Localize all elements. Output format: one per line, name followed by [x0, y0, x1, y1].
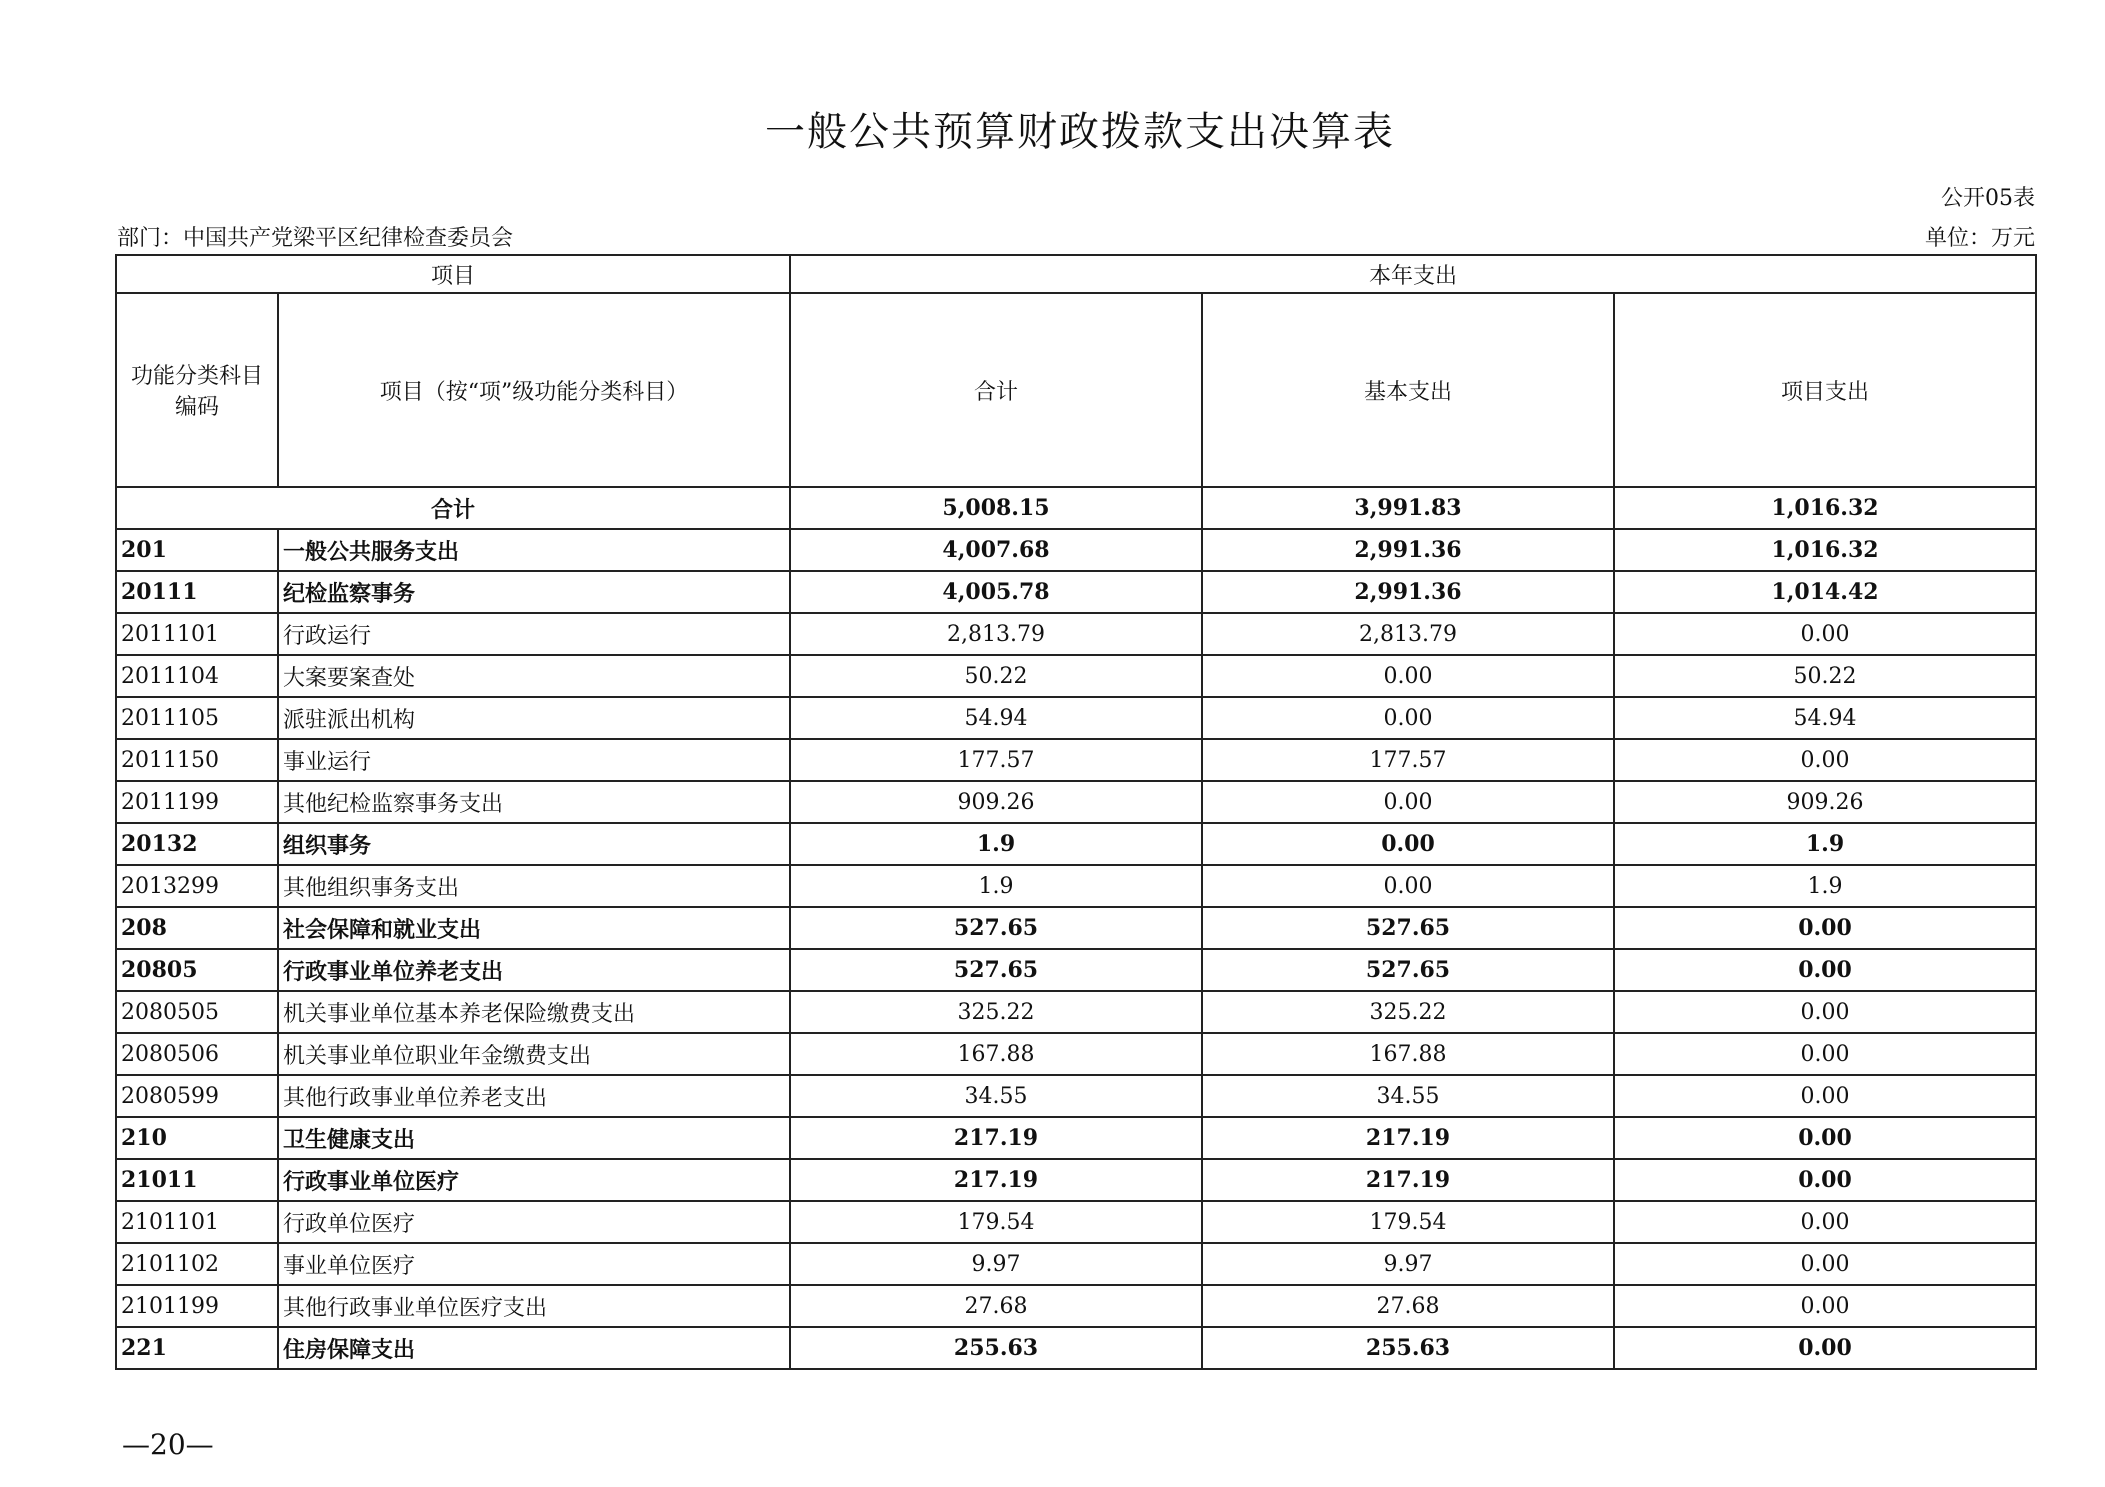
- row-project: 0.00: [1614, 1327, 2036, 1369]
- total-project: 1,016.32: [1614, 487, 2036, 529]
- table-row: [116, 1327, 2036, 1369]
- row-basic: 167.88: [1202, 1033, 1614, 1075]
- row-basic: 177.57: [1202, 739, 1614, 781]
- row-basic: 0.00: [1202, 823, 1614, 865]
- row-project: 0.00: [1614, 1033, 2036, 1075]
- table-row: [116, 529, 2036, 571]
- table-row: [116, 991, 2036, 1033]
- row-name: 一般公共服务支出: [278, 529, 790, 571]
- header-row-1: [116, 255, 2036, 293]
- row-total: 27.68: [790, 1285, 1202, 1327]
- row-total: 9.97: [790, 1243, 1202, 1285]
- row-code: 20132: [116, 823, 278, 865]
- table-row: [116, 1243, 2036, 1285]
- row-basic: 179.54: [1202, 1201, 1614, 1243]
- total-row: [116, 487, 2036, 529]
- row-code: 2080505: [116, 991, 278, 1033]
- table-row: [116, 1201, 2036, 1243]
- row-code: 2011104: [116, 655, 278, 697]
- table-row: [116, 1033, 2036, 1075]
- total-total: 5,008.15: [790, 487, 1202, 529]
- page-title: 一般公共预算财政拨款支出决算表: [765, 109, 1395, 155]
- header-current-year: 本年支出: [790, 255, 2036, 293]
- row-name: 纪检监察事务: [278, 571, 790, 613]
- table-row: [116, 907, 2036, 949]
- row-code: 210: [116, 1117, 278, 1159]
- row-project: 1,014.42: [1614, 571, 2036, 613]
- table-row: [116, 739, 2036, 781]
- header-basic: 基本支出: [1202, 293, 1614, 487]
- row-basic: 34.55: [1202, 1075, 1614, 1117]
- header-project-exp: 项目支出: [1614, 293, 2036, 487]
- row-code: 20805: [116, 949, 278, 991]
- row-basic: 0.00: [1202, 697, 1614, 739]
- row-project: 50.22: [1614, 655, 2036, 697]
- table-row: [116, 1075, 2036, 1117]
- row-project: 0.00: [1614, 613, 2036, 655]
- row-name: 其他行政事业单位医疗支出: [278, 1285, 790, 1327]
- row-total: 167.88: [790, 1033, 1202, 1075]
- row-total: 255.63: [790, 1327, 1202, 1369]
- row-total: 325.22: [790, 991, 1202, 1033]
- row-basic: 325.22: [1202, 991, 1614, 1033]
- table-row: [116, 571, 2036, 613]
- row-name: 行政事业单位医疗: [278, 1159, 790, 1201]
- row-project: 0.00: [1614, 1159, 2036, 1201]
- row-basic: 2,813.79: [1202, 613, 1614, 655]
- row-total: 2,813.79: [790, 613, 1202, 655]
- header-row-2: [116, 293, 2036, 487]
- table-row: [116, 781, 2036, 823]
- row-total: 217.19: [790, 1159, 1202, 1201]
- row-basic: 0.00: [1202, 655, 1614, 697]
- row-name: 卫生健康支出: [278, 1117, 790, 1159]
- row-basic: 9.97: [1202, 1243, 1614, 1285]
- row-basic: 217.19: [1202, 1117, 1614, 1159]
- row-name: 大案要案查处: [278, 655, 790, 697]
- row-name: 行政事业单位养老支出: [278, 949, 790, 991]
- row-total: 177.57: [790, 739, 1202, 781]
- department-label: 部门：中国共产党梁平区纪律检查委员会: [117, 226, 514, 251]
- row-project: 0.00: [1614, 739, 2036, 781]
- header-project: 项目: [116, 255, 790, 293]
- row-project: 0.00: [1614, 1201, 2036, 1243]
- row-total: 4,005.78: [790, 571, 1202, 613]
- row-project: 0.00: [1614, 1117, 2036, 1159]
- row-code: 2011199: [116, 781, 278, 823]
- row-name: 其他行政事业单位养老支出: [278, 1075, 790, 1117]
- row-total: 1.9: [790, 865, 1202, 907]
- unit-label: 单位：万元: [1924, 226, 2035, 251]
- row-project: 0.00: [1614, 1075, 2036, 1117]
- total-basic: 3,991.83: [1202, 487, 1614, 529]
- row-total: 4,007.68: [790, 529, 1202, 571]
- table-row: [116, 949, 2036, 991]
- row-project: 1.9: [1614, 823, 2036, 865]
- row-total: 34.55: [790, 1075, 1202, 1117]
- row-code: 2011150: [116, 739, 278, 781]
- table-row: [116, 655, 2036, 697]
- row-basic: 527.65: [1202, 907, 1614, 949]
- row-project: 909.26: [1614, 781, 2036, 823]
- table-row: [116, 613, 2036, 655]
- row-total: 909.26: [790, 781, 1202, 823]
- row-code: 21011: [116, 1159, 278, 1201]
- row-total: 527.65: [790, 907, 1202, 949]
- row-project: 54.94: [1614, 697, 2036, 739]
- row-code: 208: [116, 907, 278, 949]
- budget-table: [115, 254, 2037, 1370]
- row-name: 机关事业单位基本养老保险缴费支出: [278, 991, 790, 1033]
- row-basic: 255.63: [1202, 1327, 1614, 1369]
- page-number: —20—: [122, 1428, 214, 1461]
- header-total: 合计: [790, 293, 1202, 487]
- row-code: 2101102: [116, 1243, 278, 1285]
- row-project: 0.00: [1614, 991, 2036, 1033]
- row-basic: 0.00: [1202, 865, 1614, 907]
- header-code: 功能分类科目编码: [116, 293, 278, 487]
- row-basic: 527.65: [1202, 949, 1614, 991]
- row-project: 0.00: [1614, 1243, 2036, 1285]
- table-row: [116, 823, 2036, 865]
- row-code: 221: [116, 1327, 278, 1369]
- row-project: 1.9: [1614, 865, 2036, 907]
- row-name: 其他纪检监察事务支出: [278, 781, 790, 823]
- row-basic: 27.68: [1202, 1285, 1614, 1327]
- row-basic: 2,991.36: [1202, 529, 1614, 571]
- row-name: 其他组织事务支出: [278, 865, 790, 907]
- table-row: [116, 1117, 2036, 1159]
- row-code: 201: [116, 529, 278, 571]
- table-row: [116, 1285, 2036, 1327]
- row-project: 0.00: [1614, 1285, 2036, 1327]
- row-basic: 0.00: [1202, 781, 1614, 823]
- row-code: 2080506: [116, 1033, 278, 1075]
- row-name: 行政运行: [278, 613, 790, 655]
- row-name: 住房保障支出: [278, 1327, 790, 1369]
- row-name: 事业单位医疗: [278, 1243, 790, 1285]
- row-total: 50.22: [790, 655, 1202, 697]
- row-total: 527.65: [790, 949, 1202, 991]
- row-total: 179.54: [790, 1201, 1202, 1243]
- table-row: [116, 697, 2036, 739]
- row-project: 0.00: [1614, 907, 2036, 949]
- row-total: 217.19: [790, 1117, 1202, 1159]
- row-name: 派驻派出机构: [278, 697, 790, 739]
- row-project: 1,016.32: [1614, 529, 2036, 571]
- form-number: 公开05表: [1941, 186, 2035, 211]
- row-basic: 217.19: [1202, 1159, 1614, 1201]
- row-total: 1.9: [790, 823, 1202, 865]
- header-item: 项目（按“项”级功能分类科目）: [278, 293, 790, 487]
- table-row: [116, 1159, 2036, 1201]
- row-code: 20111: [116, 571, 278, 613]
- row-basic: 2,991.36: [1202, 571, 1614, 613]
- row-name: 行政单位医疗: [278, 1201, 790, 1243]
- row-name: 社会保障和就业支出: [278, 907, 790, 949]
- row-code: 2011101: [116, 613, 278, 655]
- row-project: 0.00: [1614, 949, 2036, 991]
- row-code: 2101199: [116, 1285, 278, 1327]
- table-row: [116, 865, 2036, 907]
- row-code: 2011105: [116, 697, 278, 739]
- row-name: 组织事务: [278, 823, 790, 865]
- row-name: 事业运行: [278, 739, 790, 781]
- row-code: 2101101: [116, 1201, 278, 1243]
- row-code: 2080599: [116, 1075, 278, 1117]
- row-code: 2013299: [116, 865, 278, 907]
- total-label: 合计: [116, 487, 790, 529]
- row-total: 54.94: [790, 697, 1202, 739]
- row-name: 机关事业单位职业年金缴费支出: [278, 1033, 790, 1075]
